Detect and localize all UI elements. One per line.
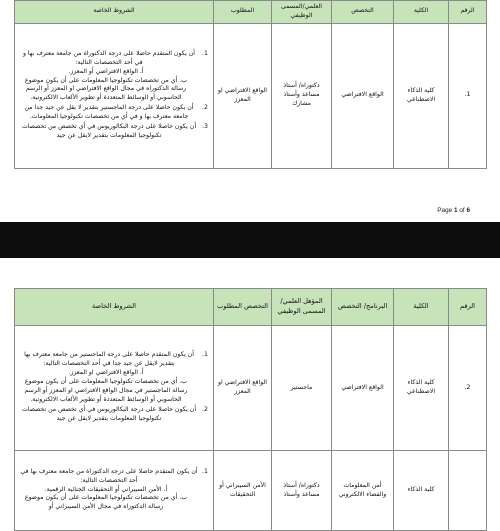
header-conditions: الشروط الخاصة <box>15 289 214 326</box>
row-rank: دكتوراه/ أستاذ مساعد وأستاذ مشارك <box>272 23 332 168</box>
header-rank: العلمي/المسمى الوظيفي <box>272 1 332 24</box>
row-specialization: الواقع الافتراضي <box>332 23 394 168</box>
row-conditions <box>15 23 214 168</box>
row-number <box>449 451 487 531</box>
row-program: أمن المعلومات والفضاء الالكتروني <box>332 451 394 531</box>
row-college: كلية الذكاء <box>394 451 449 531</box>
row-college: كلية الذكاء الاصطناعي <box>394 23 449 168</box>
condition-item: 1. أن يكون المتقدم حاصلا على درجة الماجستير من جامعة معترف بها بتقدير لايقل عن جيد جدا في أحد التخصصات التالية: أ. الواقع الافتراضي او المعزز. ب. أي من تخصصات تكنولوجيا المعلومات على أن يكون موضوع رسالة الماجستير في مجال الواقع الافتراضي او المعزز أو الرسم الحاسوبي أو الوسائط المتعددة أو تطوير الألعاب الالكترونية. <box>18 351 200 405</box>
positions-table-page-1 <box>14 0 487 169</box>
header-required: التخصص المطلوب <box>214 289 272 326</box>
header-rank: المؤهل العلمي/المسمى الوظيفي <box>272 289 332 326</box>
condition-sub-b: ب. أي من تخصصات تكنولوجيا المعلومات على أن يكون موضوع رسالة الدكتوراه في مجال الأمن السيبراني أو <box>24 494 188 511</box>
row-rank: دكتوراه/ أستاذ مساعد وأستاذ <box>272 451 332 531</box>
header-college: الكلية <box>394 289 449 326</box>
condition-item: 1. أن يكون المتقدم حاصلا على درجة الدكتوراة من جامعة معترف بها و في أحد التخصصات التالية: أ. الواقع الافتراضي أو المعزز. ب. أي من تخصصات تكنولوجيا المعلومات على أن يكون موضوع رسالة الدكتوراه في مجال الواقع الافتراضي او المعزز أو الرسم الحاسوبي أو الوسائط المتعددة أو تطوير الألعاب الالكترونية. <box>18 50 200 104</box>
document-page-2 <box>0 258 500 511</box>
condition-sub-b: ب. أي من تخصصات تكنولوجيا المعلومات على أن يكون موضوع رسالة الدكتوراه في مجال الواقع الافتراضي او المعزز أو الرسم الحاسوبي أو الوسائط المتعددة أو تطوير الألعاب الالكترونية. <box>24 76 188 102</box>
page-separator <box>0 222 500 258</box>
row-number: 2. <box>449 326 487 451</box>
table-row <box>15 23 487 168</box>
row-program: الواقع الافتراضي <box>332 326 394 451</box>
condition-item: 1. أن يكون المتقدم حاصلا على درجة الدكتوراة من جامعة معترف بها في أحد التخصصات التالية: أ. الأمن السيبراني أو التحقيقات الجنائية الرقمية. ب. أي من تخصصات تكنولوجيا المعلومات على أن يكون موضوع رسالة الدكتوراه في مجال الأمن السيبراني أو <box>18 468 200 513</box>
condition-sub-a: أ. الأمن السيبراني أو التحقيقات الجنائية الرقمية. <box>44 485 168 493</box>
header-num: الرقم <box>449 1 487 24</box>
document-page-1 <box>0 0 500 222</box>
header-required: المطلوب <box>214 1 272 24</box>
row-conditions <box>15 451 214 531</box>
condition-sub-a: أ. الواقع الافتراضي أو المعزز. <box>68 67 144 75</box>
header-specialization: التخصص <box>332 1 394 24</box>
header-program: البرنامج/ التخصص <box>332 289 394 326</box>
row-rank: ماجستير <box>272 326 332 451</box>
positions-table-page-2 <box>14 288 487 531</box>
row-number: 1. <box>449 23 487 168</box>
header-num: الرقم <box>449 289 487 326</box>
row-required: الأمن السيبراني أو التحقيقات <box>214 451 272 531</box>
row-required: الواقع الافتراضي او المعزز <box>214 326 272 451</box>
header-row <box>15 1 487 24</box>
row-required: الواقع الافتراضي او المعزز <box>214 23 272 168</box>
table-row <box>15 326 487 451</box>
row-college: كلية الذكاء الاصطناعي <box>394 326 449 451</box>
table-row <box>15 451 487 531</box>
page-footer: Page 1 of 6 <box>437 207 470 214</box>
condition-sub-a: أ. الواقع الافتراضي او المعزز. <box>68 369 144 377</box>
header-college: الكلية <box>394 1 449 24</box>
condition-item: 3. أن يكون حاصلا على درجة البكالوريوس في أي تخصص من تخصصات تكنولوجيا المعلومات بتقدير لايقل عن جيد <box>18 123 200 141</box>
condition-sub-b: ب. أي من تخصصات تكنولوجيا المعلومات على أن يكون موضوع رسالة الماجستير في مجال الواقع الافتراضي او المعزز أو الرسم الحاسوبي أو الوسائط المتعددة أو تطوير الألعاب الالكترونية. <box>24 378 188 403</box>
header-row <box>15 289 487 326</box>
header-conditions: الشروط الخاصة <box>15 1 214 24</box>
condition-item: 2. أن يكون حاصلا على درجة البكالوريوس في أي تخصص من تخصصات تكنولوجيا المعلومات بتقدير لايقل عن جيد <box>18 406 200 424</box>
condition-item: 2. أن يكون حاصلا على درجة الماجستير بتقدير لا يقل عن جيد جدا من جامعة معترف بها و في أي من تخصصات تكنولوجيا المعلومات. <box>18 104 200 122</box>
row-conditions <box>15 326 214 451</box>
